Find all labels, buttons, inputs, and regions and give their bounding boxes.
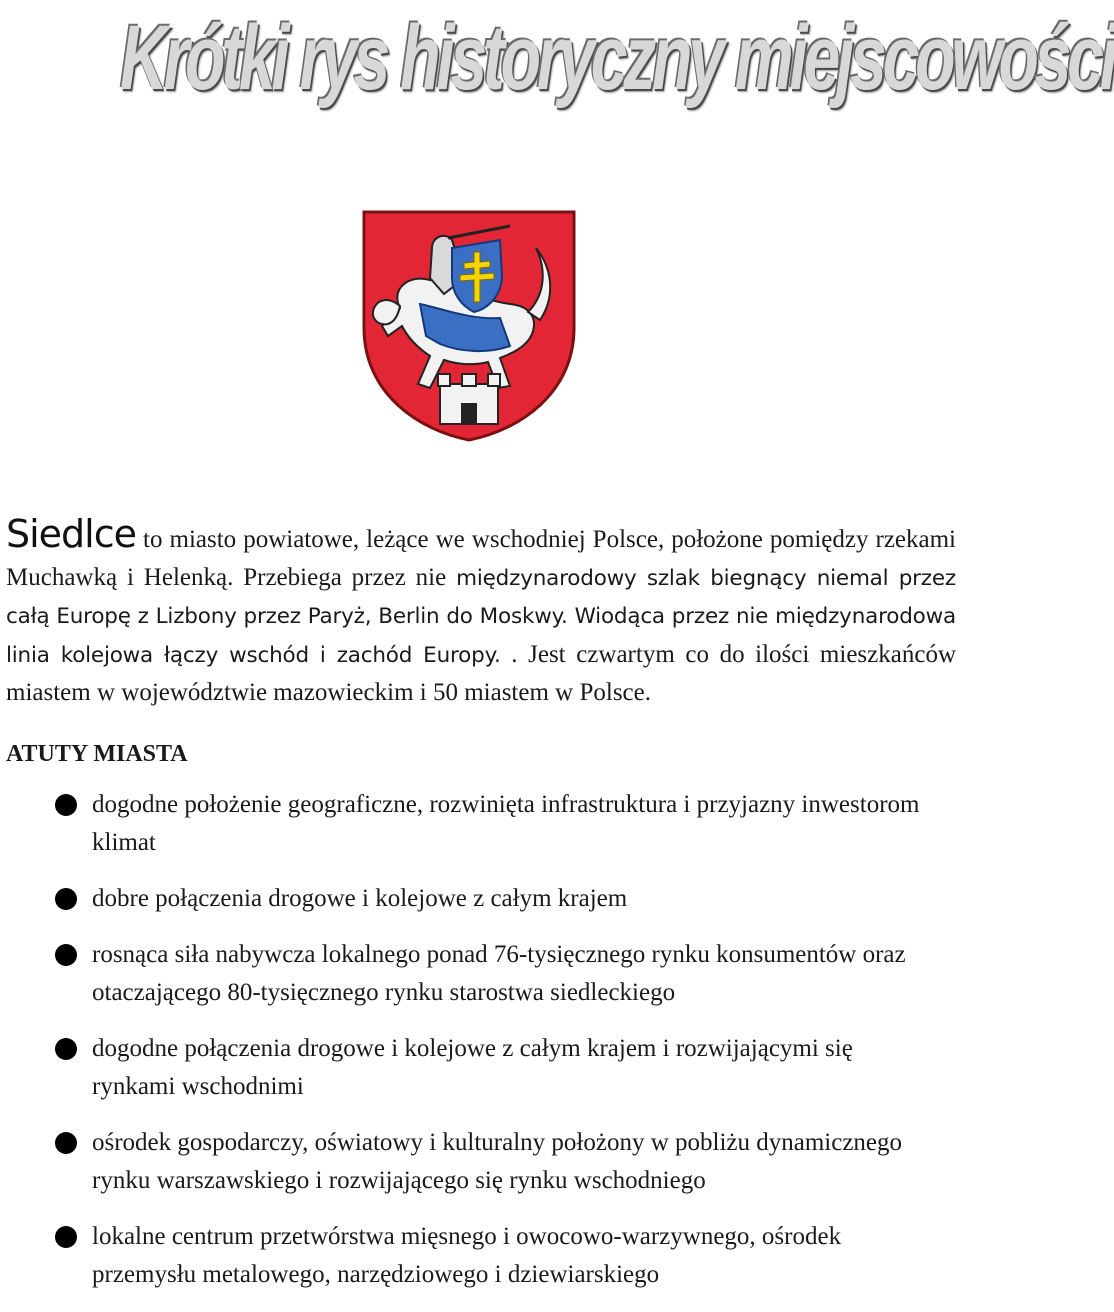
- list-item-text: dogodne położenie geograficzne, rozwinięta infrastruktura i przyjazny inwestorom klimat: [92, 791, 920, 856]
- intro-sentence-1: to miasto powiatowe, leżące we wschodniej Polsce, położone pomiędzy rzekami Muchawką i Helenką. Przebiega przez nie: [6, 526, 957, 591]
- bullet-icon: [55, 794, 77, 816]
- intro-paragraph: [6, 512, 957, 712]
- list-item: [0, 1124, 942, 1200]
- strengths-list: [0, 786, 960, 1312]
- title-banner: [0, 0, 1114, 110]
- intro-sentence-3: . Jest czwartym co do ilości mieszkańców miastem w województwie mazowieckim i 50 miastem w Polsce.: [6, 640, 956, 706]
- list-item-text: dogodne połączenia drogowe i kolejowe z całym krajem i rozwijającymi się rynkami wschodnimi: [92, 1035, 853, 1100]
- bullet-icon: [55, 1132, 77, 1154]
- siedlce-coat-of-arms-icon: [360, 208, 578, 444]
- section-heading: ATUTY MIASTA: [6, 741, 188, 767]
- list-item-text: rosnąca siła nabywcza lokalnego ponad 76-tysięcznego rynku konsumentów oraz otaczającego 80-tysięcznego rynku starostwa siedleckiego: [92, 941, 906, 1006]
- tower-shape: [438, 374, 500, 424]
- bullet-icon: [55, 1226, 77, 1248]
- list-item: [0, 880, 942, 918]
- list-item: [0, 786, 942, 862]
- bullet-icon: [55, 944, 77, 966]
- list-item-text: ośrodek gospodarczy, oświatowy i kulturalny położony w pobliżu dynamicznego rynku warszawskiego i rozwijającego się rynku wschodniego: [92, 1129, 903, 1194]
- list-item: [0, 1218, 942, 1294]
- list-item-text: dobre połączenia drogowe i kolejowe z całym krajem: [92, 885, 628, 912]
- list-item: [0, 936, 942, 1012]
- intro-sentence-2: międzynarodowy szlak biegnący niemal przez całą Europę z Lizbony przez Paryż, Berlin do Moskwy. Wiodąca przez nie międzynarodowa linia kolejowa łączy wschód i zachód Europy.: [6, 565, 956, 668]
- city-name: Siedlce: [6, 512, 137, 556]
- list-item: [0, 1030, 942, 1106]
- bullet-icon: [55, 888, 77, 910]
- banner-title: Krótki rys historyczny miejscowości: [120, 7, 1114, 109]
- list-item-text: lokalne centrum przetwórstwa mięsnego i owocowo-warzywnego, ośrodek przemysłu metalowego, narzędziowego i dziewiarskiego: [92, 1223, 842, 1288]
- bullet-icon: [55, 1038, 77, 1060]
